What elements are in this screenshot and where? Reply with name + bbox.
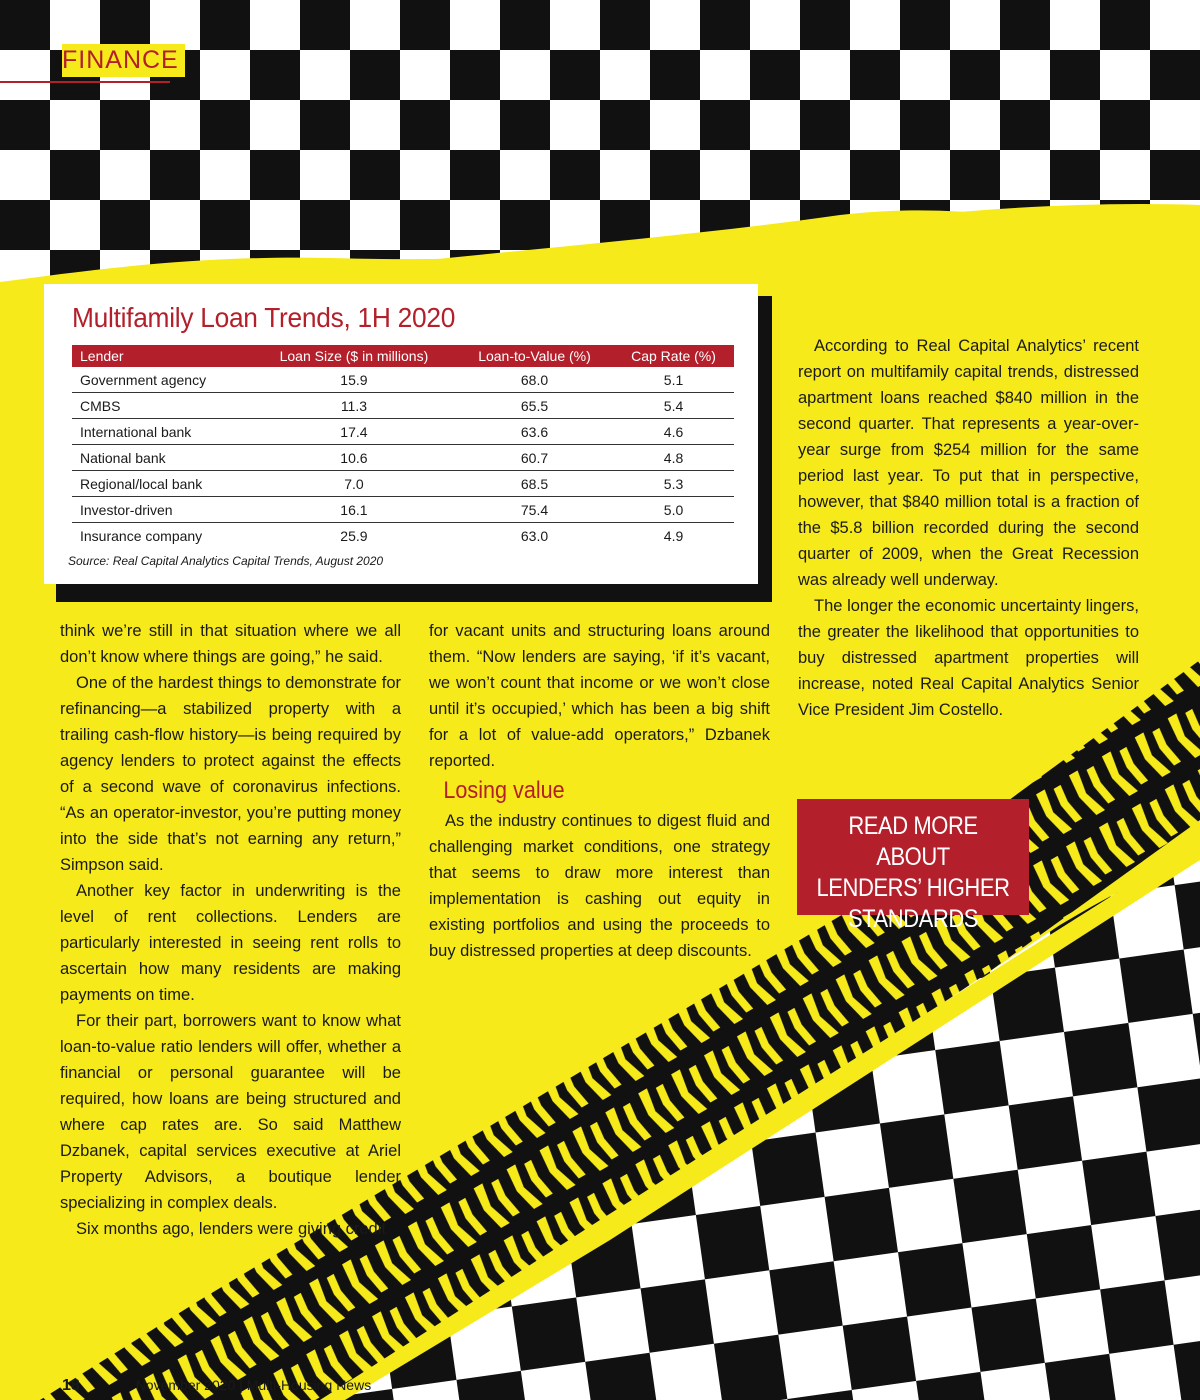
cell-lender: Government agency: [72, 367, 252, 393]
cell-ltv: 75.4: [456, 497, 613, 523]
cell-ltv: 68.0: [456, 367, 613, 393]
cell-loan-size: 11.3: [252, 393, 456, 419]
table-row: [72, 419, 734, 445]
paragraph: Another key factor in underwriting is the level of rent collections. Lenders are particularly interested in seeing rent rolls to ascertain how many residents are making payments on time.: [60, 882, 401, 1004]
article-column-3: [798, 333, 1139, 723]
cell-loan-size: 15.9: [252, 367, 456, 393]
paragraph: According to Real Capital Analytics’ recent report on multifamily capital trends, distressed apartment loans reached $840 million in the second quarter. That represents a year-over-year surge from $254 million for the same period last year. To put that in perspective, however, that $840 million total is a fraction of the $5.8 billion recorded during the second quarter of 2009, when the Great Recession was already well underway.: [798, 337, 1139, 589]
read-more-button[interactable]: [797, 799, 1029, 933]
cell-loan-size: 16.1: [252, 497, 456, 523]
paragraph: For their part, borrowers want to know what loan-to-value ratio lenders will offer, whether a financial or personal guarantee will be required, how loans are being structured and where cap rates are. So said Matthew Dzbanek, capital services executive at Ariel Property Advisors, a boutique lender specializing in complex deals.: [60, 1012, 401, 1212]
cell-ltv: 63.0: [520, 527, 549, 544]
header-ltv: Loan-to-Value (%): [456, 345, 613, 367]
table-header-row: [72, 345, 734, 367]
article-column-2: [429, 618, 770, 964]
cell-loan-size: 7.0: [252, 471, 456, 497]
paragraph: think we’re still in that situation where we all don’t know where things are going,” he said.: [60, 622, 401, 666]
cell-cap-rate: 5.4: [613, 393, 734, 419]
cell-lender: International bank: [72, 419, 252, 445]
paragraph: Six months ago, lenders were giving credit: [76, 1220, 386, 1238]
cell-ltv: 60.7: [456, 445, 613, 471]
paragraph: One of the hardest things to demonstrate for refinancing—a stabilized property with a trailing cash-flow history—is being required by agency lenders to protect against the effects of a second wave of coronavirus infections. “As an operator-investor, you’re putting money into the side that’s not earning any return,” Simpson said.: [60, 674, 401, 874]
cell-cap-rate: 5.3: [613, 471, 734, 497]
cell-lender: CMBS: [72, 393, 252, 419]
table-title: Multifamily Loan Trends, 1H 2020: [72, 302, 456, 333]
cell-loan-size: 25.9: [340, 527, 368, 544]
cell-cap-rate: 5.0: [613, 497, 734, 523]
table-row: [72, 445, 734, 471]
cta-line: LENDERS’ HIGHER: [816, 874, 1010, 902]
cell-lender: Investor-driven: [72, 497, 252, 523]
page-number: 18: [62, 1377, 80, 1394]
cta-line: STANDARDS: [847, 905, 979, 933]
table-row: [72, 471, 734, 497]
cell-cap-rate: 4.9: [663, 527, 684, 544]
header-lender: Lender: [72, 345, 252, 367]
paragraph: The longer the economic uncertainty lingers, the greater the likelihood that opportunities to buy distressed apartment properties will increase, noted Real Capital Analytics Senior Vice President Jim Costello.: [798, 597, 1139, 719]
cell-cap-rate: 4.6: [613, 419, 734, 445]
paragraph: for vacant units and structuring loans around them. “Now lenders are saying, ‘if it’s vacant, we won’t count that income or we won’t close until it’s occupied,’ which has been a big shift for a lot of value-add operators,” Dzbanek reported.: [429, 622, 770, 770]
cell-cap-rate: 5.1: [613, 367, 734, 393]
cell-cap-rate: 4.8: [613, 445, 734, 471]
table-row: [72, 497, 734, 523]
cell-lender: Insurance company: [80, 527, 203, 544]
cell-loan-size: 10.6: [252, 445, 456, 471]
cta-line: READ MORE ABOUT: [848, 812, 978, 871]
table-row: [72, 367, 734, 393]
cell-ltv: 65.5: [456, 393, 613, 419]
table-row: [72, 393, 734, 419]
cell-lender: National bank: [72, 445, 252, 471]
footer-publication: November 2020 | Multi-Housing News: [135, 1377, 372, 1393]
table-row: [72, 523, 734, 549]
loan-trends-table: [72, 345, 734, 548]
cell-loan-size: 17.4: [252, 419, 456, 445]
cell-ltv: 63.6: [456, 419, 613, 445]
header-cap-rate: Cap Rate (%): [613, 345, 734, 367]
subhead-losing-value: Losing value: [443, 777, 565, 804]
article-column-1: [60, 618, 401, 1242]
page-footer: [62, 1377, 371, 1395]
table-source: Source: Real Capital Analytics Capital Trends, August 2020: [68, 554, 384, 568]
loan-trends-table-card: [44, 284, 758, 584]
header-loan-size: Loan Size ($ in millions): [252, 345, 456, 367]
cell-lender: Regional/local bank: [72, 471, 252, 497]
section-label: FINANCE: [62, 44, 185, 77]
cell-ltv: 68.5: [456, 471, 613, 497]
paragraph: As the industry continues to digest fluid and challenging market conditions, one strategy that seems to draw more interest than implementation is cashing out equity in existing portfolios and using the proceeds to buy distressed properties at deep discounts.: [429, 812, 770, 960]
section-rule: [0, 81, 170, 83]
